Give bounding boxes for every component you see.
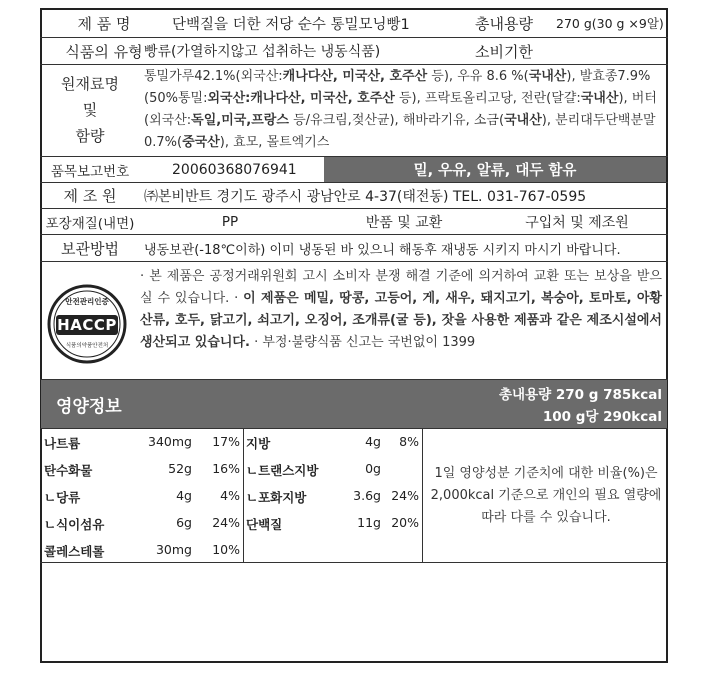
nutrient-amount: 3.6g [353,488,381,503]
nutrient-percent: 17% [212,434,240,449]
expiry-label: 소비기한 [475,42,533,61]
nutrient-percent: 4% [220,488,240,503]
ingredients-text [144,66,664,154]
ingredient-segment: 통밀가루42.1%(외국산: [144,69,283,84]
allergen-banner: 밀, 우유, 알류, 대두 함유 [324,157,666,182]
nutrition-per: 100 g당 290kcal [542,409,662,425]
food-type: 빵류(가열하지않고 섭취하는 냉동식품) [144,44,381,60]
packaging-value: PP [221,213,239,230]
nutrition-footnote: 1일 영양성분 기준치에 대한 비율(%)은 2,000kcal 기준으로 개인의 필요 열량에 따라 다를 수 있습니다. [430,466,662,525]
ingredient-segment: 등/유크림,젖산균), 해바라기유, 소금( [288,113,505,128]
volume-value: 270 g(30 g ×9알) [556,16,664,31]
nutrition-total: 총내용량 270 g 785kcal [498,387,662,403]
nutrient-amount: 30mg [155,542,192,557]
notice-segment: · 본 제품은 공정거래위원회 고시 소비자 분쟁 해결 기준에 의거하여 교환 또는 보상을 받으실 수 있습니다. · [140,269,662,306]
notice-segment: 이 제품은 메밀, 땅콩, 고등어, 게, 새우, 돼지고기, 복숭아, 토마토, 아황산류, 호두, 닭고기, 쇠고기, 오징어, 조개류(굴 등), 잣을 사용한 제품과 같은 제조시설에서 생산되고 있습니다. [140,291,662,350]
nutrient-percent: 16% [212,461,240,476]
nutrient-percent: 20% [391,515,419,530]
ingredient-segment: ), 효모, 몰트엑기스 [219,135,330,150]
food-type-label: 식품의 유형 [65,42,143,61]
nutrient-percent: 10% [212,542,240,557]
report-number: 20060368076941 [172,161,297,178]
storage-value: 냉동보관(-18℃이하) 이미 냉동된 바 있으니 해동후 재냉동 시키지 마시기 바랍니다. [144,242,621,258]
nutrient-name: ㄴ당류 [44,490,81,505]
maker-label: 제 조 원 [63,187,117,205]
nutrient-name: ㄴ포화지방 [246,490,307,505]
maker-value: ㈜본비반트 경기도 광주시 광남안로 4-37(태전동) TEL. 031-767-0595 [144,188,587,205]
ingredients-label [42,65,138,155]
nutrient-amount: 52g [168,461,192,476]
ingredient-segment: 외국산:캐나다산, 미국산, 호주산 [207,91,395,106]
ingredients-label-line3: 함량 [75,127,105,145]
ingredient-segment: 국내산 [504,113,542,128]
ingredient-segment: ), 발효종7.9%(50%통밀: [144,69,651,106]
nutrient-name: 콜레스테롤 [44,544,105,559]
nutrient-amount: 6g [176,515,192,530]
nutrient-amount: 4g [365,434,381,449]
notice-text [140,266,662,376]
report-number-label: 품목보고번호 [50,163,130,180]
volume-label: 총내용량 [475,14,533,33]
nutrient-percent: 8% [399,434,419,449]
nutrient-name: 지방 [246,436,271,451]
nutrient-amount: 11g [357,515,381,530]
product-name: 단백질을 더한 저당 순수 통밀모닝빵1 [172,16,410,33]
ingredient-segment: 국내산 [528,69,567,84]
haccp-bottom-text: 식품의약품안전처 [65,343,109,349]
ingredient-segment: 등), 프락토올리고당, 전란(달걀: [394,91,581,106]
nutrient-percent: 24% [391,488,419,503]
nutrient-name: 나트륨 [44,436,81,451]
ingredient-segment: ), 버터(외국산: [144,91,657,128]
ingredients-label-line2: 및 [82,101,98,119]
storage-label: 보관방법 [61,239,119,258]
ingredient-segment: 국내산 [580,91,619,106]
packaging-label: 포장재질(내면) [45,215,135,232]
notice-segment: · 부정·불량식품 신고는 국번없이 1399 [249,335,476,350]
nutrient-name: ㄴ식이섬유 [44,517,105,532]
nutrient-amount: 0g [365,461,381,476]
ingredient-segment: 등), 우유 8.6 %( [427,69,529,84]
return-label: 반품 및 교환 [365,214,443,231]
return-value: 구입처 및 제조원 [525,214,629,231]
product-name-label: 제 품 명 [77,14,131,33]
haccp-logo [46,283,128,365]
ingredients-label-line1: 원재료명 [61,75,119,93]
nutrient-amount: 4g [176,488,192,503]
ingredient-segment: 중국산 [182,135,220,150]
nutrient-name: 탄수화물 [44,463,93,478]
nutrition-title: 영양정보 [56,397,122,417]
ingredient-segment: 독일,미국,프랑스 [191,113,289,128]
ingredient-segment: 캐나다산, 미국산, 호주산 [282,69,428,84]
nutrient-name: ㄴ트랜스지방 [246,463,319,478]
haccp-main-text: HACCP [57,316,117,334]
nutrient-name: 단백질 [246,517,283,532]
ingredient-segment: ), 분리대두단백분말0.7%( [144,113,656,150]
nutrient-amount: 340mg [148,434,192,449]
nutrient-percent: 24% [212,515,240,530]
haccp-top-text: 안전관리인증 [65,297,109,306]
